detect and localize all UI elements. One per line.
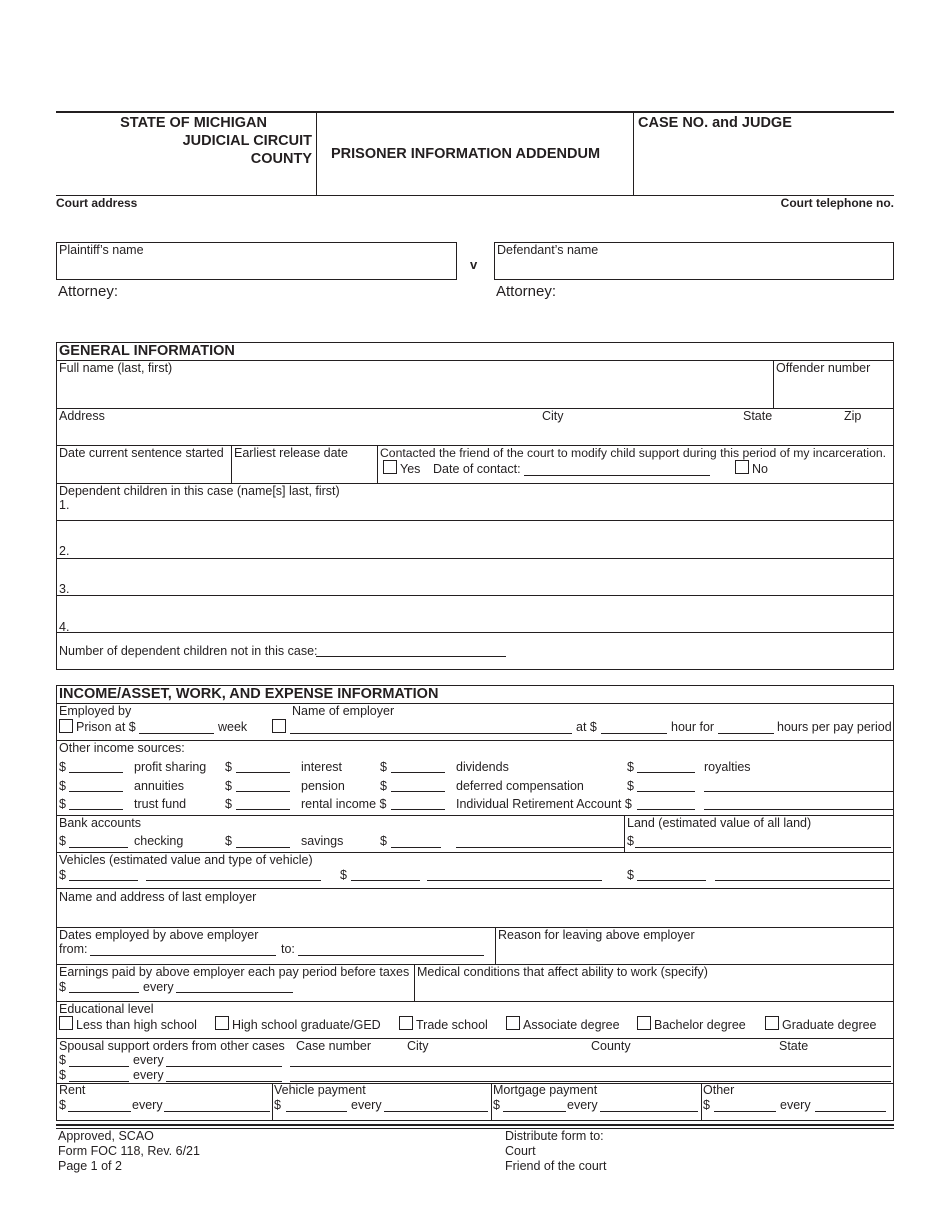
prison-rate-field[interactable] bbox=[139, 733, 214, 734]
date-of-contact-label: Date of contact: bbox=[433, 462, 521, 476]
medical-label: Medical conditions that affect ability to work (specify) bbox=[417, 965, 708, 979]
trust-fund-field[interactable] bbox=[69, 809, 123, 810]
dollar-sign: $ bbox=[274, 1098, 281, 1112]
every-label: every bbox=[780, 1098, 811, 1112]
plaintiff-label: Plaintiff’s name bbox=[59, 243, 144, 257]
full-name-label: Full name (last, first) bbox=[59, 361, 173, 375]
every-label: every bbox=[133, 1068, 164, 1082]
vehicle-payment-amount-field[interactable] bbox=[286, 1111, 347, 1112]
dollar-sign: $ bbox=[59, 1098, 66, 1112]
form-number: Form FOC 118, Rev. 6/21 bbox=[58, 1144, 200, 1158]
contact-no-checkbox[interactable] bbox=[735, 460, 749, 474]
checking-label: checking bbox=[134, 834, 184, 848]
hour-for-label: hour for bbox=[671, 720, 715, 734]
general-info-title: GENERAL INFORMATION bbox=[59, 343, 235, 359]
pension-field[interactable] bbox=[236, 791, 290, 792]
court-address-label: Court address bbox=[56, 196, 138, 210]
vehicle-1-type-field[interactable] bbox=[146, 880, 321, 881]
rule bbox=[56, 360, 894, 361]
dollar-sign: $ bbox=[340, 868, 347, 882]
week-label: week bbox=[218, 720, 248, 734]
dependent-row-3[interactable]: 3. bbox=[59, 582, 70, 596]
prison-checkbox[interactable] bbox=[59, 719, 73, 733]
employer-checkbox[interactable] bbox=[272, 719, 286, 733]
rule bbox=[56, 1001, 894, 1002]
reason-leaving-label: Reason for leaving above employer bbox=[498, 928, 695, 942]
every-label: every bbox=[133, 1053, 164, 1067]
rule bbox=[231, 445, 232, 483]
circuit-label: JUDICIAL CIRCUIT bbox=[182, 133, 312, 149]
education-associate-label: Associate degree bbox=[523, 1018, 620, 1032]
employer-name-field[interactable] bbox=[290, 733, 572, 734]
other-income-amount-field[interactable] bbox=[637, 791, 695, 792]
case-no-label: CASE NO. and JUDGE bbox=[638, 115, 792, 131]
every-label: every bbox=[567, 1098, 598, 1112]
other-income-type-field-2[interactable] bbox=[704, 809, 894, 810]
rule bbox=[56, 595, 894, 596]
savings-field[interactable] bbox=[236, 847, 290, 848]
other-income-type-field[interactable] bbox=[704, 791, 894, 792]
employed-by-label: Employed by bbox=[59, 704, 132, 718]
case-number-label: Case number bbox=[296, 1039, 372, 1053]
dollar-sign: $ bbox=[225, 797, 232, 811]
dollar-sign: $ bbox=[627, 760, 634, 774]
hours-field[interactable] bbox=[718, 733, 774, 734]
bank-accounts-label: Bank accounts bbox=[59, 816, 141, 830]
hours-per-pay-label: hours per pay period bbox=[777, 720, 892, 734]
dollar-sign: $ bbox=[59, 834, 66, 848]
dollar-sign: $ bbox=[59, 1053, 66, 1067]
vehicle-payment-label: Vehicle payment bbox=[274, 1083, 366, 1097]
defendant-attorney-label: Attorney: bbox=[496, 283, 557, 300]
general-info-section bbox=[56, 342, 894, 670]
rule bbox=[56, 888, 894, 889]
dollar-sign: $ bbox=[59, 1068, 66, 1082]
savings-label: savings bbox=[301, 834, 344, 848]
dividends-label: dividends bbox=[456, 760, 509, 774]
education-checkbox[interactable] bbox=[399, 1016, 413, 1030]
education-bachelor-label: Bachelor degree bbox=[654, 1018, 746, 1032]
spousal-county-label: County bbox=[591, 1039, 631, 1053]
page-number: Page 1 of 2 bbox=[58, 1159, 122, 1173]
rent-amount-field[interactable] bbox=[68, 1111, 131, 1112]
prison-at-label: Prison at $ bbox=[76, 720, 136, 734]
defendant-label: Defendant’s name bbox=[497, 243, 599, 257]
spousal-1-case-field[interactable] bbox=[290, 1066, 891, 1067]
spousal-2-period-field[interactable] bbox=[166, 1081, 282, 1082]
dollar-sign: $ bbox=[380, 760, 387, 774]
distribute-foc: Friend of the court bbox=[505, 1159, 607, 1173]
dollar-sign: $ bbox=[59, 797, 66, 811]
deferred-comp-label: deferred compensation bbox=[456, 779, 584, 793]
mortgage-amount-field[interactable] bbox=[503, 1111, 566, 1112]
offender-number-label: Offender number bbox=[776, 361, 871, 375]
earnings-paid-label: Earnings paid by above employer each pay period before taxes bbox=[59, 965, 410, 979]
other-sources-label: Other income sources: bbox=[59, 741, 185, 755]
trust-fund-label: trust fund bbox=[134, 797, 187, 811]
name-of-employer-label: Name of employer bbox=[292, 704, 395, 718]
form-title: PRISONER INFORMATION ADDENDUM bbox=[331, 146, 601, 162]
mortgage-payment-label: Mortgage payment bbox=[493, 1083, 598, 1097]
to-label: to: bbox=[281, 942, 295, 956]
dollar-sign: $ bbox=[703, 1098, 710, 1112]
earnings-amount-field[interactable] bbox=[69, 992, 139, 993]
vehicles-label: Vehicles (estimated value and type of vehicle) bbox=[59, 853, 313, 867]
contact-yes-checkbox[interactable] bbox=[383, 460, 397, 474]
dollar-sign: $ bbox=[627, 779, 634, 793]
royalties-label: royalties bbox=[704, 760, 751, 774]
header-bottom-rule bbox=[56, 195, 894, 196]
every-label: every bbox=[132, 1098, 163, 1112]
dividends-field[interactable] bbox=[391, 772, 445, 773]
other-expense-period-field[interactable] bbox=[815, 1111, 886, 1112]
from-date-field[interactable] bbox=[90, 955, 276, 956]
spousal-2-case-field[interactable] bbox=[290, 1081, 891, 1082]
education-label: Educational level bbox=[59, 1002, 154, 1016]
rule bbox=[56, 703, 894, 704]
at-dollar-label: at $ bbox=[576, 720, 597, 734]
footer-rule bbox=[56, 1124, 894, 1126]
other-bank-amount-field[interactable] bbox=[391, 847, 441, 848]
other-bank-type-field[interactable] bbox=[456, 847, 624, 848]
date-sentence-label: Date current sentence started bbox=[59, 446, 224, 460]
education-checkbox[interactable] bbox=[506, 1016, 520, 1030]
dollar-sign: $ bbox=[59, 980, 66, 994]
rule bbox=[272, 1083, 273, 1121]
rule bbox=[56, 520, 894, 521]
vehicle-2-value-field[interactable] bbox=[351, 880, 420, 881]
dollar-sign: $ bbox=[59, 779, 66, 793]
dollar-sign: $ bbox=[59, 868, 66, 882]
state-label: State bbox=[743, 409, 773, 423]
rule bbox=[624, 815, 625, 852]
dependent-row-2[interactable]: 2. bbox=[59, 544, 70, 558]
interest-label: interest bbox=[301, 760, 342, 774]
dollar-sign: $ bbox=[225, 779, 232, 793]
rule bbox=[414, 964, 415, 1001]
header-top-rule bbox=[56, 111, 894, 113]
dollar-sign: $ bbox=[225, 760, 232, 774]
rule bbox=[495, 927, 496, 964]
state-label: STATE OF MICHIGAN bbox=[120, 115, 267, 131]
spousal-state-label: State bbox=[779, 1039, 809, 1053]
zip-label: Zip bbox=[844, 409, 862, 423]
rent-label: Rent bbox=[59, 1083, 86, 1097]
income-title: INCOME/ASSET, WORK, AND EXPENSE INFORMATION bbox=[59, 686, 439, 702]
annuities-field[interactable] bbox=[69, 791, 123, 792]
pension-label: pension bbox=[301, 779, 345, 793]
dependent-row-1[interactable]: 1. bbox=[59, 498, 70, 512]
from-label: from: bbox=[59, 942, 88, 956]
dollar-sign: $ bbox=[380, 779, 387, 793]
education-checkbox[interactable] bbox=[765, 1016, 779, 1030]
education-checkbox[interactable] bbox=[637, 1016, 651, 1030]
versus-label: v bbox=[470, 257, 478, 272]
rule bbox=[701, 1083, 702, 1121]
vehicle-payment-period-field[interactable] bbox=[384, 1111, 488, 1112]
land-label: Land (estimated value of all land) bbox=[627, 816, 812, 830]
rule bbox=[56, 632, 894, 633]
header-divider bbox=[633, 112, 634, 196]
last-employer-label: Name and address of last employer bbox=[59, 890, 257, 904]
dollar-sign: $ bbox=[627, 868, 634, 882]
vehicle-2-type-field[interactable] bbox=[427, 880, 602, 881]
education-hs-grad-label: High school graduate/GED bbox=[232, 1018, 381, 1032]
interest-field[interactable] bbox=[236, 772, 290, 773]
address-label: Address bbox=[59, 409, 105, 423]
to-date-field[interactable] bbox=[298, 955, 484, 956]
plaintiff-attorney-label: Attorney: bbox=[58, 283, 119, 300]
rule bbox=[56, 1083, 894, 1084]
dollar-sign: $ bbox=[493, 1098, 500, 1112]
mortgage-period-field[interactable] bbox=[600, 1111, 698, 1112]
education-trade-label: Trade school bbox=[416, 1018, 488, 1032]
header-divider bbox=[316, 112, 317, 196]
rental-income-label: rental income $ bbox=[301, 797, 387, 811]
city-label: City bbox=[542, 409, 564, 423]
profit-sharing-label: profit sharing bbox=[134, 760, 207, 774]
education-checkbox[interactable] bbox=[215, 1016, 229, 1030]
spousal-city-label: City bbox=[407, 1039, 429, 1053]
ira-label: Individual Retirement Account $ bbox=[456, 797, 632, 811]
contact-no-label: No bbox=[752, 462, 768, 476]
dollar-sign: $ bbox=[225, 834, 232, 848]
deferred-comp-field[interactable] bbox=[391, 791, 445, 792]
profit-sharing-field[interactable] bbox=[69, 772, 123, 773]
ira-amount-pre-field[interactable] bbox=[391, 809, 445, 810]
annuities-label: annuities bbox=[134, 779, 185, 793]
rule bbox=[377, 445, 378, 483]
every-label: every bbox=[351, 1098, 382, 1112]
rental-income-field[interactable] bbox=[236, 809, 290, 810]
vehicle-3-value-field[interactable] bbox=[637, 880, 706, 881]
dependent-row-4[interactable]: 4. bbox=[59, 620, 70, 634]
dates-employed-label: Dates employed by above employer bbox=[59, 928, 259, 942]
checking-field[interactable] bbox=[69, 847, 128, 848]
footer-rule bbox=[56, 1128, 894, 1129]
dependents-label: Dependent children in this case (name[s] last, first) bbox=[59, 484, 340, 498]
rent-period-field[interactable] bbox=[164, 1111, 270, 1112]
distribute-court: Court bbox=[505, 1144, 536, 1158]
education-graduate-label: Graduate degree bbox=[782, 1018, 877, 1032]
dollar-sign: $ bbox=[59, 760, 66, 774]
other-expense-label: Other bbox=[703, 1083, 735, 1097]
rule bbox=[56, 558, 894, 559]
vehicle-3-type-field[interactable] bbox=[715, 880, 890, 881]
hourly-rate-field[interactable] bbox=[601, 733, 667, 734]
children-not-in-case-label: Number of dependent children not in this case: bbox=[59, 644, 318, 658]
spousal-1-period-field[interactable] bbox=[166, 1066, 282, 1067]
earnings-period-field[interactable] bbox=[176, 992, 293, 993]
rule bbox=[773, 360, 774, 408]
distribute-label: Distribute form to: bbox=[505, 1129, 604, 1143]
court-phone-label: Court telephone no. bbox=[780, 196, 894, 210]
ira-field[interactable] bbox=[637, 809, 695, 810]
children-not-in-case-field[interactable] bbox=[316, 656, 506, 657]
earliest-release-label: Earliest release date bbox=[234, 446, 348, 460]
education-less-hs-label: Less than high school bbox=[76, 1018, 197, 1032]
vehicle-1-value-field[interactable] bbox=[69, 880, 138, 881]
spousal-2-amount-field[interactable] bbox=[69, 1081, 129, 1082]
land-field[interactable] bbox=[635, 847, 891, 848]
county-label: COUNTY bbox=[250, 151, 312, 167]
dollar-sign: $ bbox=[627, 834, 634, 848]
dollar-sign: $ bbox=[380, 834, 387, 848]
date-of-contact-field[interactable] bbox=[524, 475, 710, 476]
spousal-support-label: Spousal support orders from other cases bbox=[59, 1039, 285, 1053]
rule bbox=[491, 1083, 492, 1121]
spousal-1-amount-field[interactable] bbox=[69, 1066, 129, 1067]
every-label: every bbox=[143, 980, 174, 994]
contacted-foc-label: Contacted the friend of the court to modify child support during this period of my incarceration. bbox=[380, 446, 887, 460]
royalties-field[interactable] bbox=[637, 772, 695, 773]
other-expense-amount-field[interactable] bbox=[714, 1111, 776, 1112]
contact-yes-label: Yes bbox=[400, 462, 421, 476]
education-checkbox[interactable] bbox=[59, 1016, 73, 1030]
approved-label: Approved, SCAO bbox=[58, 1129, 154, 1143]
plaintiff-field[interactable] bbox=[56, 242, 457, 280]
defendant-field[interactable] bbox=[494, 242, 894, 280]
